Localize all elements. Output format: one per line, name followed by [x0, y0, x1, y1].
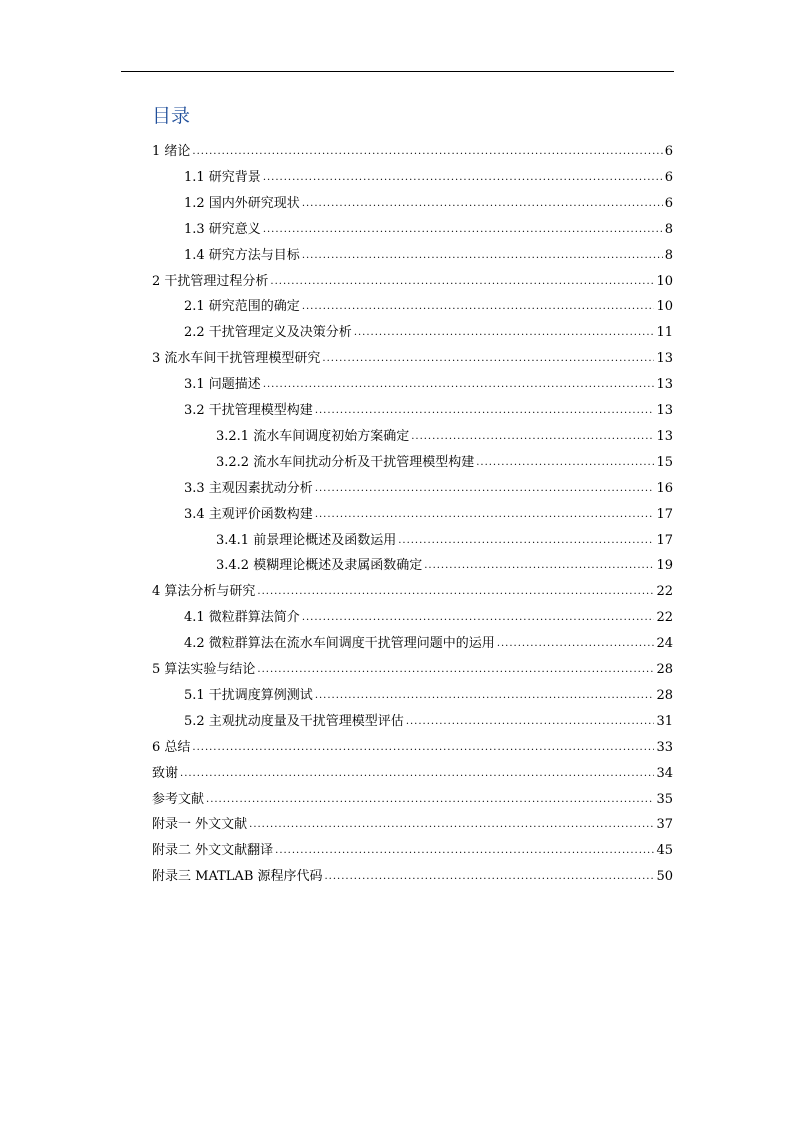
toc-dot-leader — [302, 245, 663, 267]
toc-entry-page-number: 45 — [656, 843, 673, 859]
toc-entry[interactable] — [184, 167, 673, 189]
toc-entry[interactable] — [184, 607, 673, 629]
toc-entry-label: 2.1 研究范围的确定 — [184, 299, 300, 315]
toc-entry-page-number: 31 — [656, 713, 673, 729]
toc-entry-page-number: 13 — [656, 403, 673, 418]
toc-dot-leader — [249, 814, 654, 836]
toc-entry-label: 3.4.1 前景理论概述及函数运用 — [216, 532, 397, 548]
toc-dot-leader — [263, 167, 663, 189]
toc-dot-leader — [325, 866, 655, 888]
toc-entry[interactable] — [152, 659, 673, 681]
toc-dot-leader — [275, 840, 654, 862]
toc-dot-leader — [302, 193, 663, 215]
toc-entry[interactable] — [184, 374, 673, 396]
toc-entry[interactable] — [184, 685, 673, 707]
toc-entry-label: 3.2.2 流水车间扰动分析及干扰管理模型构建 — [216, 454, 475, 470]
toc-entry-page-number: 13 — [656, 377, 673, 393]
toc-entry-page-number: 10 — [656, 299, 673, 315]
toc-entry-label: 4.1 微粒群算法简介 — [184, 610, 300, 626]
toc-entry[interactable] — [184, 400, 673, 422]
toc-dot-leader — [270, 271, 654, 293]
toc-entry-label: 4 算法分析与研究 — [152, 584, 256, 600]
toc-dot-leader — [398, 530, 654, 552]
toc-dot-leader — [192, 737, 654, 759]
toc-entry[interactable] — [184, 478, 673, 500]
toc-entry-page-number: 8 — [664, 221, 673, 237]
toc-entry-page-number: 17 — [656, 506, 673, 522]
toc-entry-page-number: 24 — [656, 636, 673, 652]
toc-entry[interactable] — [184, 219, 673, 241]
toc-entry-label: 3.4.2 模糊理论概述及隶属函数确定 — [216, 558, 423, 574]
toc-entry-page-number: 22 — [656, 610, 673, 626]
toc-entry-page-number: 6 — [664, 144, 673, 159]
toc-entry-page-number: 19 — [656, 558, 673, 574]
toc-entry-label: 3 流水车间干扰管理模型研究 — [152, 351, 321, 367]
toc-dot-leader — [315, 504, 655, 526]
toc-entry-page-number: 37 — [656, 817, 673, 833]
toc-entry-page-number: 6 — [664, 169, 673, 185]
toc-entry-label: 附录三 MATLAB 源程序代码 — [152, 869, 323, 885]
toc-dot-leader — [424, 555, 654, 577]
toc-entry-label: 参考文献 — [152, 791, 205, 807]
toc-entry[interactable] — [184, 711, 673, 733]
toc-entry-page-number: 8 — [664, 247, 673, 263]
toc-entry-label: 1 绪论 — [152, 144, 191, 159]
toc-entry[interactable] — [184, 504, 673, 526]
toc-entry-page-number: 13 — [656, 351, 673, 367]
toc-dot-leader — [315, 685, 655, 707]
toc-dot-leader — [497, 633, 655, 655]
toc-entry-page-number: 50 — [656, 869, 673, 885]
toc-entry-label: 1.4 研究方法与目标 — [184, 247, 300, 263]
toc-entry-page-number: 16 — [656, 480, 673, 496]
toc-entry[interactable] — [152, 141, 673, 163]
toc-entry-label: 1.1 研究背景 — [184, 169, 261, 185]
toc-dot-leader — [354, 322, 655, 344]
toc-dot-leader — [315, 478, 655, 500]
toc-entry-label: 致谢 — [152, 765, 179, 781]
toc-entry[interactable] — [152, 737, 673, 759]
toc-entry[interactable] — [152, 789, 673, 811]
toc-dot-leader — [406, 711, 655, 733]
toc-entry[interactable] — [152, 271, 673, 293]
toc-entry-page-number: 33 — [656, 739, 673, 755]
toc-entry[interactable] — [152, 814, 673, 836]
toc-entry-label: 3.1 问题描述 — [184, 377, 261, 393]
toc-entry[interactable] — [216, 530, 673, 552]
toc-entry[interactable] — [184, 296, 673, 318]
toc-dot-leader — [476, 452, 654, 474]
header-rule — [121, 71, 674, 72]
toc-dot-leader — [263, 374, 655, 396]
toc-dot-leader — [315, 400, 655, 422]
toc-entry-label: 3.4 主观评价函数构建 — [184, 506, 313, 522]
toc-entry[interactable] — [184, 245, 673, 267]
toc-dot-leader — [192, 141, 662, 163]
toc-entry-page-number: 17 — [656, 532, 673, 548]
toc-entry[interactable] — [152, 840, 673, 862]
toc-entry-label: 5.2 主观扰动度量及干扰管理模型评估 — [184, 713, 404, 729]
toc-entry[interactable] — [152, 763, 673, 785]
toc-entry-page-number: 10 — [656, 273, 673, 289]
toc-entry[interactable] — [216, 452, 673, 474]
toc-entry[interactable] — [152, 581, 673, 603]
toc-title: 目录 — [152, 105, 191, 127]
toc-dot-leader — [180, 763, 654, 785]
toc-entry-label: 3.3 主观因素扰动分析 — [184, 480, 313, 496]
toc-entry[interactable] — [216, 555, 673, 577]
toc-entry-label: 5 算法实验与结论 — [152, 662, 256, 677]
toc-entry-label: 4.2 微粒群算法在流水车间调度干扰管理问题中的运用 — [184, 636, 495, 652]
toc-entry-page-number: 11 — [656, 325, 673, 341]
toc-entry-page-number: 28 — [656, 687, 673, 703]
toc-entry-page-number: 6 — [664, 195, 673, 211]
toc-dot-leader — [411, 426, 654, 448]
toc-entry-page-number: 35 — [656, 791, 673, 807]
toc-entry[interactable] — [216, 426, 673, 448]
toc-entry[interactable] — [152, 348, 673, 370]
toc-entry-label: 附录一 外文文献 — [152, 817, 248, 833]
toc-entry-page-number: 28 — [656, 662, 673, 677]
toc-entry-label: 5.1 干扰调度算例测试 — [184, 687, 313, 703]
toc-entry-page-number: 34 — [656, 765, 673, 781]
toc-entry-label: 3.2 干扰管理模型构建 — [184, 403, 313, 418]
toc-dot-leader — [263, 219, 663, 241]
toc-entry[interactable] — [184, 322, 673, 344]
toc-entry-label: 1.2 国内外研究现状 — [184, 195, 300, 211]
toc-entry-label: 1.3 研究意义 — [184, 221, 261, 237]
toc-entry-label: 2 干扰管理过程分析 — [152, 273, 269, 289]
toc-entry[interactable] — [184, 633, 673, 655]
toc-dot-leader — [206, 789, 654, 811]
toc-entry-page-number: 15 — [656, 454, 673, 470]
toc-dot-leader — [257, 659, 654, 681]
toc-entry-label: 附录二 外文文献翻译 — [152, 843, 274, 859]
toc-entry[interactable] — [184, 193, 673, 215]
toc-dot-leader — [302, 296, 655, 318]
toc-entry-page-number: 13 — [656, 428, 673, 444]
toc-entry-label: 6 总结 — [152, 739, 191, 755]
toc-dot-leader — [322, 348, 654, 370]
toc-entry-page-number: 22 — [656, 584, 673, 600]
toc-dot-leader — [257, 581, 654, 603]
toc-entry[interactable] — [152, 866, 673, 888]
toc-entry-label: 3.2.1 流水车间调度初始方案确定 — [216, 428, 410, 444]
toc-dot-leader — [302, 607, 655, 629]
toc-entry-label: 2.2 干扰管理定义及决策分析 — [184, 325, 352, 341]
